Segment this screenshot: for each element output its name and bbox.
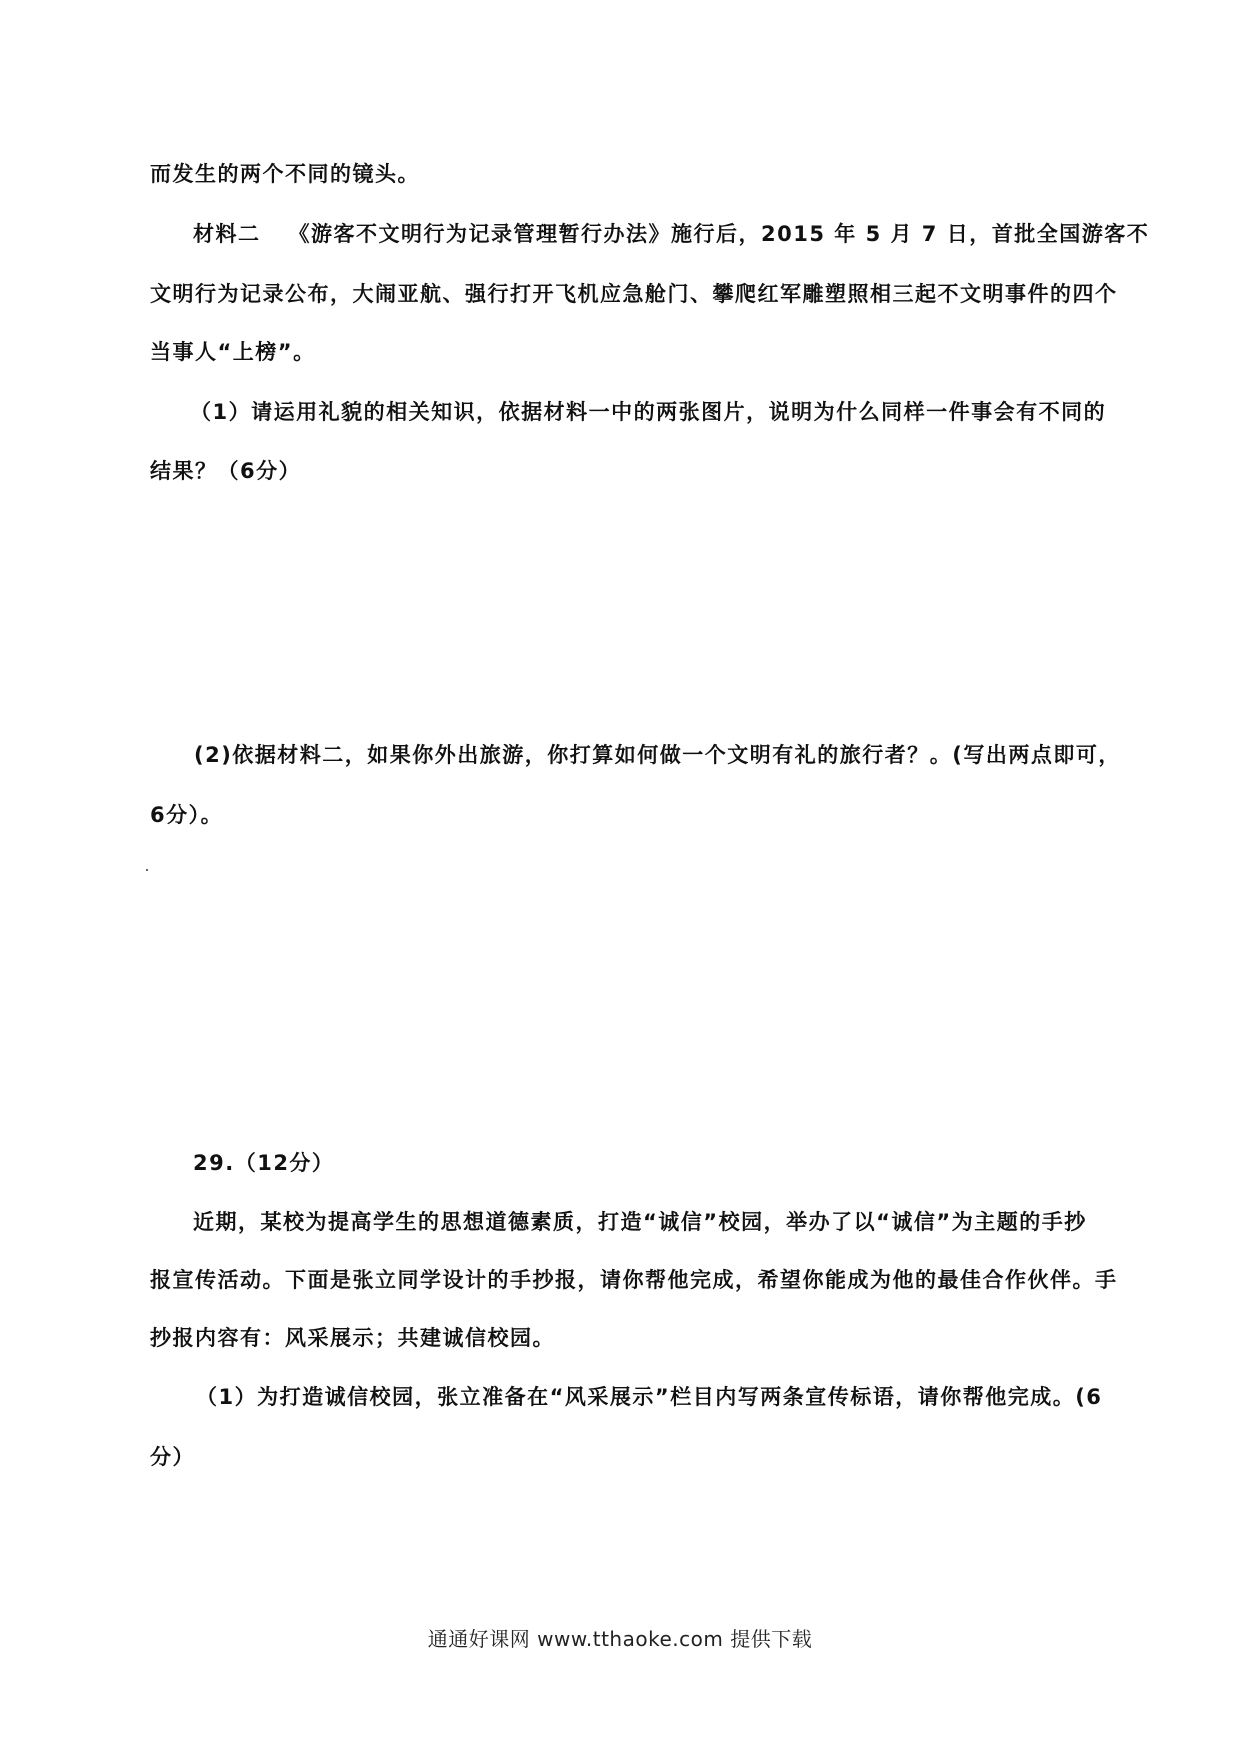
question-29-sub1-line-1: （1）为打造诚信校园，张立准备在“风采展示”栏目内写两条宣传标语，请你帮他完成。(6: [196, 1385, 1103, 1409]
intro-tail-text: 而发生的两个不同的镜头。: [150, 162, 420, 186]
material-two-line-1: [193, 219, 1149, 249]
question-29-para-line-1: 近期，某校为提高学生的思想道德素质，打造“诚信”校园，举办了以“诚信”为主题的手抄: [193, 1210, 1087, 1234]
material-two-line-3: 当事人“上榜”。: [150, 340, 316, 364]
material-two-label: 材料二: [193, 222, 261, 246]
footer-download-note: 通通好课网 www.tthaoke.com 提供下载: [427, 1627, 813, 1651]
material-two-line-2: 文明行为记录公布，大闹亚航、强行打开飞机应急舱门、攀爬红军雕塑照相三起不文明事件的四个: [150, 282, 1118, 306]
question-28-2-line-1: (2)依据材料二，如果你外出旅游，你打算如何做一个文明有礼的旅行者？。(写出两点即可，: [194, 743, 1121, 767]
question-28-2-line-2: 6分）。: [150, 803, 224, 827]
scan-speck: [146, 869, 148, 871]
question-29-sub1-line-2: 分）: [150, 1445, 195, 1469]
question-28-1-line-2: 结果？（6分）: [150, 459, 302, 483]
question-29-para-line-3: 抄报内容有：风采展示；共建诚信校园。: [150, 1326, 555, 1350]
material-two-text: 《游客不文明行为记录管理暂行办法》施行后，2015 年 5 月 7 日，首批全国游客不: [288, 222, 1150, 246]
question-28-1-line-1: （1）请运用礼貌的相关知识，依据材料一中的两张图片，说明为什么同样一件事会有不同的: [190, 400, 1107, 424]
question-29-para-line-2: 报宣传活动。下面是张立同学设计的手抄报，请你帮他完成，希望你能成为他的最佳合作伙伴。手: [150, 1268, 1118, 1292]
question-29-heading: 29.（12分）: [193, 1151, 335, 1175]
